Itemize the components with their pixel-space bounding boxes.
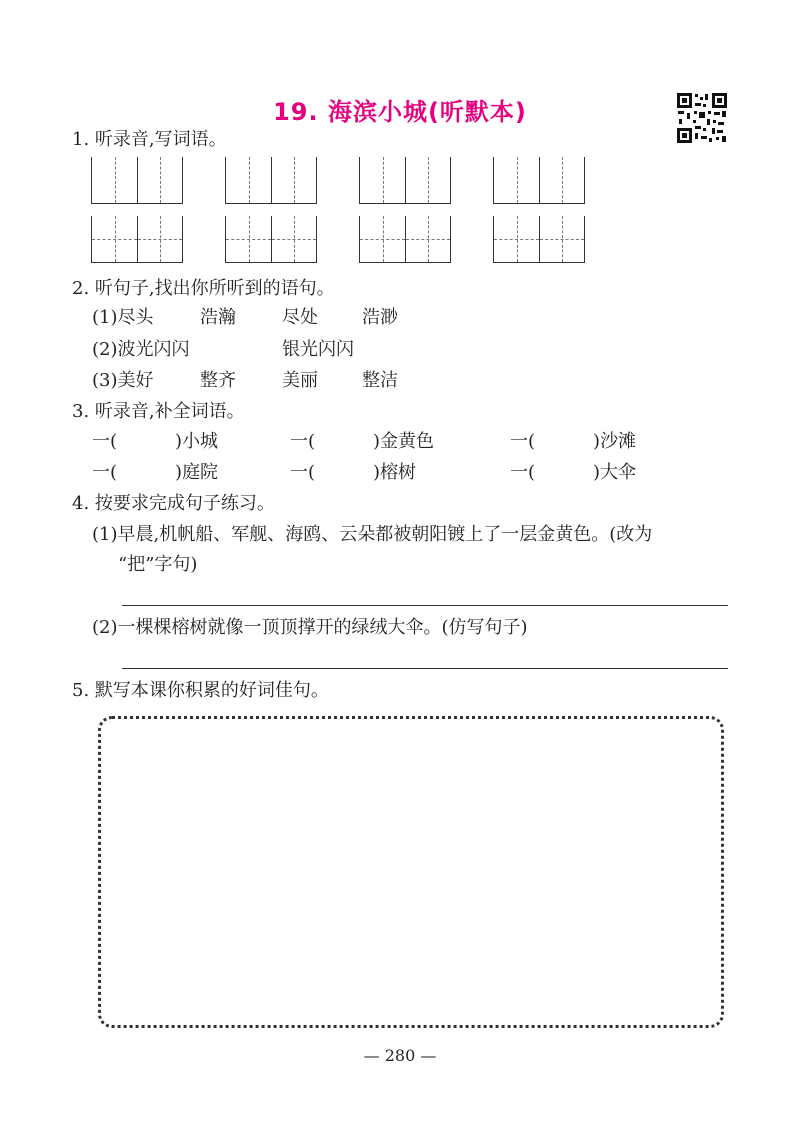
qr-code-icon[interactable] [676, 92, 728, 144]
option-row: (1)尽头 [92, 307, 154, 328]
sentence-1: (1)早晨,机帆船、军舰、海鸥、云朵都被朝阳镀上了一层金黄色。(改为 [92, 524, 653, 545]
fill-blank-item[interactable]: 一( )大伞 [510, 462, 637, 483]
writing-grid[interactable] [493, 157, 585, 204]
writing-grid[interactable] [493, 216, 585, 263]
question-1-label: 1. 听录音,写词语。 [72, 129, 227, 150]
question-2-label: 2. 听句子,找出你所听到的语句。 [72, 278, 335, 299]
option-word[interactable]: 波光闪闪 [117, 339, 190, 360]
option-word[interactable]: 浩瀚 [200, 307, 236, 328]
page-title: 19. 海滨小城(听默本) [273, 98, 527, 126]
sentence-1-cont: “把”字句) [118, 554, 198, 575]
option-word[interactable]: 浩渺 [362, 307, 398, 328]
writing-box[interactable] [98, 716, 724, 1028]
answer-line[interactable] [122, 605, 728, 606]
writing-grid[interactable] [91, 157, 183, 204]
option-row: (3)美好 [92, 370, 154, 391]
option-row: (2)波光闪闪 [92, 339, 190, 360]
writing-grid[interactable] [359, 216, 451, 263]
option-word[interactable]: 美好 [117, 370, 154, 391]
option-word[interactable]: 美丽 [282, 370, 318, 391]
option-word[interactable]: 尽头 [117, 307, 154, 328]
question-5-label: 5. 默写本课你积累的好词佳句。 [72, 680, 329, 701]
option-word[interactable]: 整洁 [362, 370, 398, 391]
fill-blank-item[interactable]: 一( )沙滩 [510, 431, 637, 452]
writing-grid[interactable] [359, 157, 451, 204]
writing-grid[interactable] [91, 216, 183, 263]
page-number: — 280 — [363, 1046, 437, 1065]
option-word[interactable]: 银光闪闪 [282, 339, 354, 360]
sentence-2: (2)一棵棵榕树就像一顶顶撑开的绿绒大伞。(仿写句子) [92, 617, 528, 638]
question-4-label: 4. 按要求完成句子练习。 [72, 493, 275, 514]
fill-blank-item[interactable]: 一( )榕树 [290, 462, 417, 483]
writing-grid[interactable] [225, 157, 317, 204]
answer-line[interactable] [122, 668, 728, 669]
option-word[interactable]: 尽处 [282, 307, 318, 328]
writing-grid[interactable] [225, 216, 317, 263]
fill-blank-item[interactable]: 一( )金黄色 [290, 431, 435, 452]
option-word[interactable]: 整齐 [200, 370, 236, 391]
fill-blank-item[interactable]: 一( )小城 [92, 431, 219, 452]
question-3-label: 3. 听录音,补全词语。 [72, 401, 245, 422]
fill-blank-item[interactable]: 一( )庭院 [92, 462, 219, 483]
